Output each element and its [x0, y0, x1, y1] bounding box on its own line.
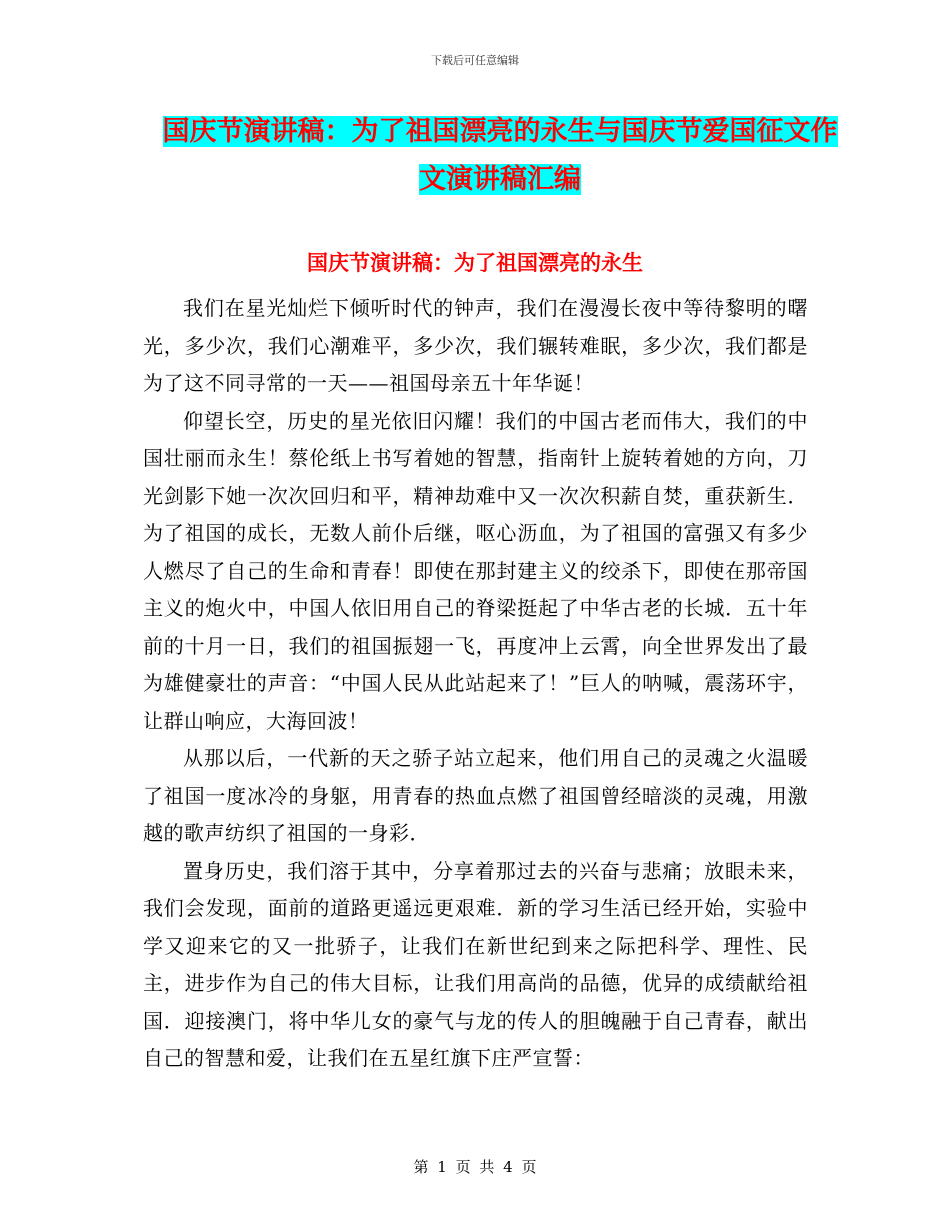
section-title: 国庆节演讲稿：为了祖国漂亮的永生 [307, 251, 643, 275]
document-title [150, 108, 850, 204]
paragraph-2: 仰望长空，历史的星光依旧闪耀！我们的中国古老而伟大，我们的中国壮丽而永生！蔡伦纸上书写着她的智慧，指南针上旋转着她的方向，刀光剑影下她一次次回归和平，精神劫难中又一次次积薪自焚，重获新生．为了祖国的成长，无数人前仆后继，呕心沥血，为了祖国的富强又有多少人燃尽了自己的生命和青春！即使在那封建主义的绞杀下，即使在那帝国主义的炮火中，中国人依旧用自己的脊梁挺起了中华古老的长城．五十年前的十月一日，我们的祖国振翅一飞，再度冲上云霄，向全世界发出了最为雄健豪壮的声音：“中国人民从此站起来了！”巨人的呐喊，震荡环宇，让群山响应，大海回波！ [143, 408, 808, 733]
paragraph-3: 从那以后，一代新的天之骄子站立起来，他们用自己的灵魂之火温暖了祖国一度冰冷的身躯，用青春的热血点燃了祖国曾经暗淡的灵魂，用激越的歌声纺织了祖国的一身彩． [143, 746, 808, 845]
document-title-text: 国庆节演讲稿：为了祖国漂亮的永生与国庆节爱国征文作文演讲稿汇编 [162, 116, 838, 195]
header-note: 下载后可任意编辑 [431, 54, 519, 67]
page-footer: 第 1 页 共 4 页 [413, 1158, 537, 1176]
paragraph-4: 置身历史，我们溶于其中，分享着那过去的兴奋与悲痛；放眼未来，我们会发现，面前的道路更遥远更艰难．新的学习生活已经开始，实验中学又迎来它的又一批骄子，让我们在新世纪到来之际把科学、理性、民主，进步作为自己的伟大目标，让我们用高尚的品德，优异的成绩献给祖国．迎接澳门，将中华儿女的豪气与龙的传人的胆魄融于自己青春，献出自己的智慧和爱，让我们在五星红旗下庄严宣誓： [143, 858, 808, 1070]
paragraph-1: 我们在星光灿烂下倾听时代的钟声，我们在漫漫长夜中等待黎明的曙光，多少次，我们心潮难平，多少次，我们辗转难眠，多少次，我们都是为了这不同寻常的一天——祖国母亲五十年华诞！ [143, 296, 808, 395]
body-text [143, 290, 808, 1078]
